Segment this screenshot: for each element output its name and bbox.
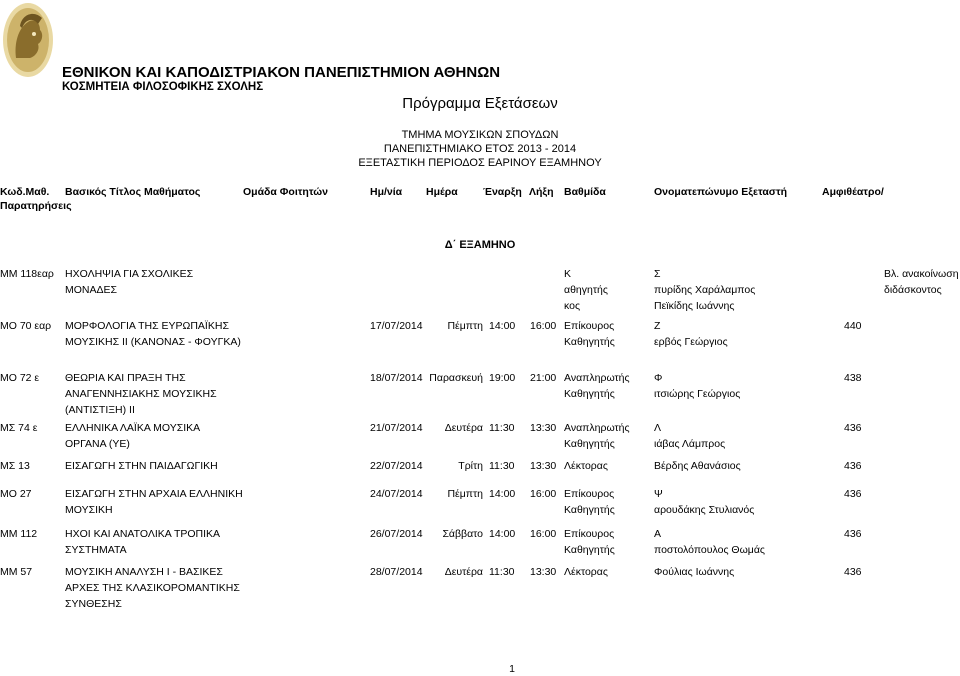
table-row	[0, 318, 960, 372]
col-start: Έναρξη	[483, 186, 522, 198]
cell-code: ΜΜ 57	[0, 566, 33, 578]
cell-rank: Επίκουρος Καθηγητής	[564, 528, 615, 556]
col-rank: Βαθμίδα	[564, 186, 606, 198]
cell-end: 13:30	[530, 422, 557, 434]
faculty-name: ΚΟΣΜΗΤΕΙΑ ΦΙΛΟΣΟΦΙΚΗΣ ΣΧΟΛΗΣ	[62, 81, 264, 93]
page-number: 1	[509, 663, 515, 675]
page-title: Πρόγραμμα Εξετάσεων	[402, 95, 558, 112]
cell-date: 28/07/2014	[370, 566, 423, 578]
cell-end: 16:00	[530, 320, 557, 332]
table-row	[0, 370, 960, 424]
cell-code: ΜΣ 74 ε	[0, 422, 38, 434]
cell-notes: Βλ. ανακοίνωση διδάσκοντος	[884, 268, 959, 296]
cell-code: ΜΟ 72 ε	[0, 372, 40, 384]
cell-start: 11:30	[489, 566, 515, 578]
cell-room: 438	[844, 372, 862, 384]
cell-day: Παρασκευή	[429, 372, 483, 384]
cell-examiner: Φούλιας Ιωάννης	[654, 566, 735, 578]
cell-examiner: Ζ ερβός Γεώργιος	[654, 320, 728, 348]
cell-rank: Λέκτορας	[564, 460, 608, 472]
cell-end: 13:30	[530, 460, 557, 472]
cell-code: ΜΜ 112	[0, 528, 38, 540]
cell-day: Πέμπτη	[447, 320, 483, 332]
cell-end: 16:00	[530, 528, 557, 540]
col-date: Ημ/νία	[370, 186, 403, 198]
academic-year: ΠΑΝΕΠΙΣΤΗΜΙΑΚΟ ΕΤΟΣ 2013 - 2014	[383, 143, 577, 155]
athena-head-logo-icon	[0, 0, 56, 80]
cell-code: ΜΟ 70 εαρ	[0, 320, 52, 332]
cell-room: 436	[844, 566, 862, 578]
cell-start: 14:00	[489, 488, 516, 500]
cell-rank: Κ αθηγητής κος	[564, 268, 608, 312]
cell-title: ΗΧΟΛΗΨΙΑ ΓΙΑ ΣΧΟΛΙΚΕΣ ΜΟΝΑΔΕΣ	[65, 268, 194, 296]
cell-room: 436	[844, 460, 862, 472]
cell-title: ΜΟΥΣΙΚΗ ΑΝΑΛΥΣΗ Ι - ΒΑΣΙΚΕΣ ΑΡΧΕΣ ΤΗΣ ΚΛΑΣΙΚΟΡΟΜΑΝΤΙΚΗΣ ΣΥΝΘΕΣΗΣ	[65, 566, 240, 610]
col-room: Αμφιθέατρο/	[822, 186, 884, 198]
cell-title: ΕΙΣΑΓΩΓΗ ΣΤΗΝ ΠΑΙΔΑΓΩΓΙΚΗ	[65, 460, 218, 472]
cell-rank: Αναπληρωτής Καθηγητής	[564, 372, 630, 400]
university-name: ΕΘΝΙΚΟΝ ΚΑΙ ΚΑΠΟΔΙΣΤΡΙΑΚΟΝ ΠΑΝΕΠΙΣΤΗΜΙΟΝ ΑΘΗΝΩΝ	[62, 64, 501, 81]
cell-end: 21:00	[530, 372, 557, 384]
cell-date: 24/07/2014	[370, 488, 423, 500]
cell-code: ΜΟ 27	[0, 488, 32, 500]
cell-room: 436	[844, 528, 862, 540]
university-logo	[0, 0, 56, 80]
cell-start: 19:00	[489, 372, 516, 384]
table-row	[0, 266, 960, 320]
cell-day: Πέμπτη	[447, 488, 483, 500]
cell-title: ΘΕΩΡΙΑ ΚΑΙ ΠΡΑΞΗ ΤΗΣ ΑΝΑΓΕΝΝΗΣΙΑΚΗΣ ΜΟΥΣΙΚΗΣ (ΑΝΤΙΣΤΙΞΗ) ΙΙ	[65, 372, 217, 416]
col-group: Ομάδα Φοιτητών	[243, 186, 328, 198]
cell-examiner: Φ ιτσιώρης Γεώργιος	[654, 372, 741, 400]
cell-start: 14:00	[489, 528, 516, 540]
exam-period: ΕΞΕΤΑΣΤΙΚΗ ΠΕΡΙΟΔΟΣ ΕΑΡΙΝΟΥ ΕΞΑΜΗΝΟΥ	[358, 157, 602, 169]
cell-start: 11:30	[489, 422, 515, 434]
cell-title: ΗΧΟΙ ΚΑΙ ΑΝΑΤΟΛΙΚΑ ΤΡΟΠΙΚΑ ΣΥΣΤΗΜΑΤΑ	[65, 528, 220, 556]
cell-date: 17/07/2014	[370, 320, 423, 332]
cell-end: 16:00	[530, 488, 557, 500]
table-row	[0, 564, 960, 618]
cell-room: 436	[844, 488, 862, 500]
cell-rank: Λέκτορας	[564, 566, 608, 578]
cell-day: Δευτέρα	[444, 566, 483, 578]
col-examiner: Ονοματεπώνυμο Εξεταστή	[654, 186, 788, 198]
cell-date: 18/07/2014	[370, 372, 423, 384]
cell-examiner: Α ποστολόπουλος Θωμάς	[654, 528, 765, 556]
cell-title: ΕΙΣΑΓΩΓΗ ΣΤΗΝ ΑΡΧΑΙΑ ΕΛΛΗΝΙΚΗ ΜΟΥΣΙΚΗ	[65, 488, 243, 516]
cell-rank: Επίκουρος Καθηγητής	[564, 320, 615, 348]
cell-day: Τρίτη	[458, 460, 483, 472]
cell-rank: Επίκουρος Καθηγητής	[564, 488, 615, 516]
cell-examiner: Βέρδης Αθανάσιος	[654, 460, 741, 472]
cell-room: 436	[844, 422, 862, 434]
cell-examiner: Ψ αρουδάκης Στυλιανός	[654, 488, 755, 516]
semester-heading: Δ΄ ΕΞΑΜΗΝΟ	[444, 239, 516, 251]
cell-code: ΜΣ 13	[0, 460, 30, 472]
col-end: Λήξη	[529, 186, 554, 198]
cell-date: 22/07/2014	[370, 460, 423, 472]
col-day: Ημέρα	[426, 186, 458, 198]
col-title: Βασικός Τίτλος Μαθήματος	[65, 186, 201, 198]
cell-rank: Αναπληρωτής Καθηγητής	[564, 422, 630, 450]
cell-examiner: Λ ιάβας Λάμπρος	[654, 422, 726, 450]
cell-title: ΕΛΛΗΝΙΚΑ ΛΑΪΚΑ ΜΟΥΣΙΚΑ ΟΡΓΑΝΑ (ΥΕ)	[65, 422, 200, 450]
department-name: ΤΜΗΜΑ ΜΟΥΣΙΚΩΝ ΣΠΟΥΔΩΝ	[401, 129, 559, 141]
cell-day: Δευτέρα	[444, 422, 483, 434]
cell-date: 26/07/2014	[370, 528, 423, 540]
cell-date: 21/07/2014	[370, 422, 423, 434]
cell-examiner: Σ πυρίδης Χαράλαμπος Πεϊκίδης Ιωάννης	[654, 268, 756, 312]
col-notes: Παρατηρήσεις	[0, 200, 72, 212]
cell-title: ΜΟΡΦΟΛΟΓΙΑ ΤΗΣ ΕΥΡΩΠΑΪΚΗΣ ΜΟΥΣΙΚΗΣ ΙΙ (ΚΑΝΟΝΑΣ - ΦΟΥΓΚΑ)	[65, 320, 241, 348]
cell-room: 440	[844, 320, 862, 332]
cell-start: 11:30	[489, 460, 515, 472]
cell-start: 14:00	[489, 320, 516, 332]
cell-end: 13:30	[530, 566, 557, 578]
cell-day: Σάββατο	[442, 528, 483, 540]
cell-code: ΜΜ 118εαρ	[0, 268, 54, 280]
col-code: Κωδ.Μαθ.	[0, 186, 50, 198]
